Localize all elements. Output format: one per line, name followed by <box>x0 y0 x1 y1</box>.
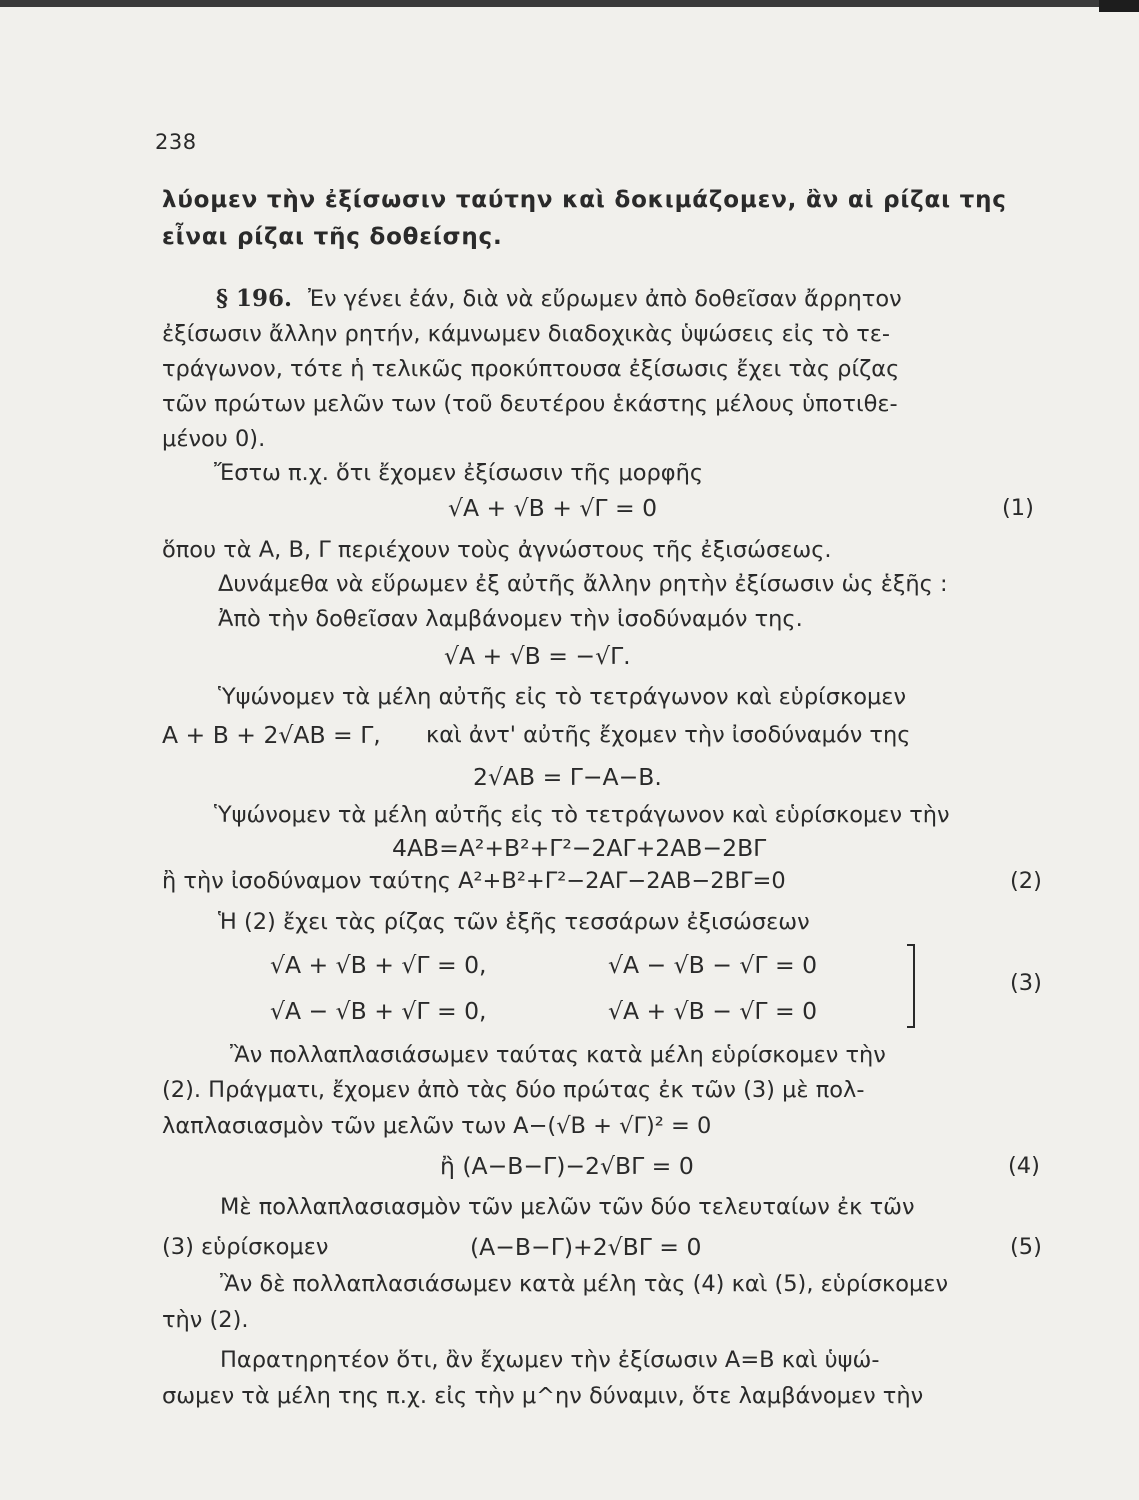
text-line: λύομεν τὴν ἐξίσωσιν ταύτην καὶ δοκιμάζομεν, ἂν αἱ ρίζαι της <box>162 187 1007 213</box>
equation: √A − √B + √Γ = 0, <box>270 997 487 1025</box>
equation: ἢ (A−B−Γ)−2√BΓ = 0 <box>440 1152 694 1180</box>
equation: √A + √B + √Γ = 0 <box>448 494 658 522</box>
equation: A + B + 2√AB = Γ, <box>162 721 381 749</box>
equation: √A + √B + √Γ = 0, <box>270 951 487 979</box>
equation: √A + √B − √Γ = 0 <box>608 997 818 1025</box>
text-line: σωμεν τὰ μέλη της π.χ. εἰς τὴν μ^ην δύναμιν, ὅτε λαμβάνομεν τὴν <box>162 1383 924 1409</box>
text-line: ὅπου τὰ Α, Β, Γ περιέχουν τοὺς ἀγνώστους τῆς ἐξισώσεως. <box>162 537 832 563</box>
text-line: Παρατηρητέον ὅτι, ἂν ἔχωμεν τὴν ἐξίσωσιν A=B καὶ ὑψώ- <box>220 1347 880 1373</box>
equation: 4AB=A²+B²+Γ²−2AΓ+2AB−2BΓ <box>392 834 767 862</box>
equation-number: (2) <box>1010 868 1042 894</box>
text-line: ἢ τὴν ἰσοδύναμον ταύτης A²+B²+Γ²−2AΓ−2AB−2BΓ=0 <box>162 868 786 894</box>
text-line: τῶν πρώτων μελῶν των (τοῦ δευτέρου ἑκάστης μέλους ὑποτιθε- <box>162 391 898 417</box>
equation: √A + √B = −√Γ. <box>444 642 631 670</box>
scan-edge-corner <box>1099 0 1139 12</box>
text-line: τράγωνον, τότε ἡ τελικῶς προκύπτουσα ἐξίσωσις ἔχει τὰς ρίζας <box>162 356 900 382</box>
equation-number: (1) <box>1002 495 1034 521</box>
text-line: Μὲ πολλαπλασιασμὸν τῶν μελῶν τῶν δύο τελευταίων ἐκ τῶν <box>220 1194 915 1220</box>
text-line: τὴν (2). <box>162 1307 249 1333</box>
equation: (A−B−Γ)+2√BΓ = 0 <box>470 1233 702 1261</box>
text-line: (3) εὑρίσκομεν <box>162 1234 329 1260</box>
text-line: Ἡ (2) ἔχει τὰς ρίζας τῶν ἑξῆς τεσσάρων ἐξισώσεων <box>218 909 810 935</box>
text-line: Ὑψώνομεν τὰ μέλη αὐτῆς εἰς τὸ τετράγωνον καὶ εὑρίσκομεν τὴν <box>214 802 950 828</box>
equation: 2√AB = Γ−A−B. <box>473 763 662 791</box>
text-line: λαπλασιασμὸν τῶν μελῶν των A−(√B + √Γ)² = 0 <box>162 1113 712 1139</box>
equation: √A − √B − √Γ = 0 <box>608 951 818 979</box>
text-line: Ἔστω π.χ. ὅτι ἔχομεν ἐξίσωσιν τῆς μορφῆς <box>214 460 704 486</box>
text-line: Ἀπὸ τὴν δοθεῖσαν λαμβάνομεν τὴν ἰσοδύναμόν της. <box>218 606 803 632</box>
equation-number: (4) <box>1008 1153 1040 1179</box>
equation-number: (5) <box>1010 1234 1042 1260</box>
text-line: Ἂν πολλαπλασιάσωμεν ταύτας κατὰ μέλη εὑρίσκομεν τὴν <box>230 1042 886 1068</box>
equation-number: (3) <box>1010 970 1042 996</box>
text-line: εἶναι ρίζαι τῆς δοθείσης. <box>162 224 503 250</box>
text-line: Δυνάμεθα νὰ εὕρωμεν ἐξ αὐτῆς ἄλλην ρητὴν ἐξίσωσιν ὡς ἑξῆς : <box>218 571 948 597</box>
text-line: (2). Πράγματι, ἔχομεν ἀπὸ τὰς δύο πρώτας ἐκ τῶν (3) μὲ πολ- <box>162 1077 865 1103</box>
page-number: 238 <box>155 130 197 154</box>
text-line: καὶ ἀντ' αὐτῆς ἔχομεν τὴν ἰσοδύναμόν της <box>426 722 911 748</box>
system-brace <box>897 944 915 1028</box>
text-line: Ὑψώνομεν τὰ μέλη αὐτῆς εἰς τὸ τετράγωνον καὶ εὑρίσκομεν <box>218 684 907 710</box>
text-line: Ἐν γένει ἐάν, διὰ νὰ εὔρωμεν ἀπὸ δοθεῖσαν ἄρρητον <box>308 286 902 312</box>
text-line: Ἂν δὲ πολλαπλασιάσωμεν κατὰ μέλη τὰς (4) καὶ (5), εὑρίσκομεν <box>220 1271 949 1297</box>
scan-edge-top <box>0 0 1139 7</box>
text-line: μένου 0). <box>162 426 266 452</box>
text-line: ἐξίσωσιν ἄλλην ρητήν, κάμνωμεν διαδοχικὰς ὑψώσεις εἰς τὸ τε- <box>162 321 891 347</box>
section-number: § 196. <box>216 285 293 312</box>
